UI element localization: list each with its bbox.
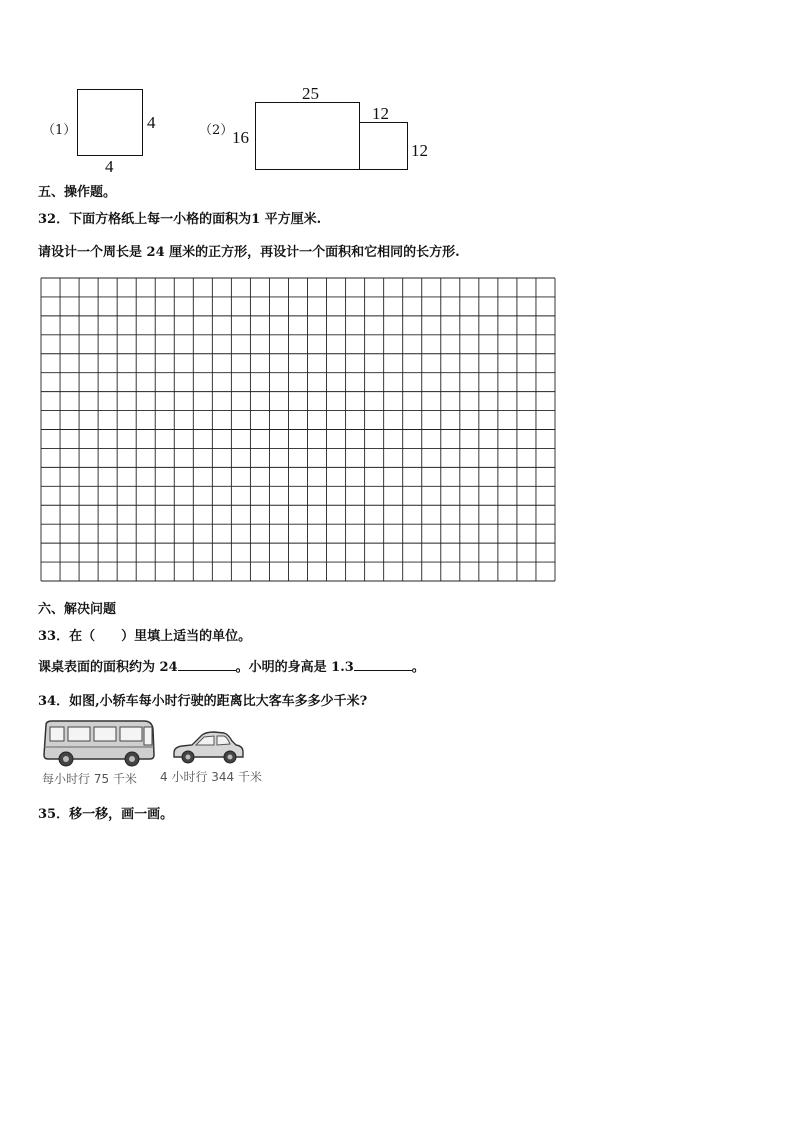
q33-text-1: 课桌表面的面积约为 24 xyxy=(38,660,178,675)
car-icon xyxy=(170,727,246,767)
answer-blank-area-unit[interactable] xyxy=(178,658,236,671)
question-35: 35．移一移，画一画。 xyxy=(38,807,174,822)
big-rectangle-shape xyxy=(255,102,360,170)
small-square-top: 12 xyxy=(372,104,389,123)
question-32: 32．下面方格纸上每一小格的面积为1 平方厘米. xyxy=(38,212,322,227)
figure-2-label: （2） xyxy=(199,123,234,138)
question-33-fill-line xyxy=(38,656,425,675)
square-shape xyxy=(77,89,143,156)
bus-caption: 每小时行 75 千米 xyxy=(42,772,137,786)
q33-text-2: 。小明的身高是 1.3 xyxy=(235,660,354,675)
question-33: 33．在（ ）里填上适当的单位。 xyxy=(38,629,252,644)
bus-icon xyxy=(40,717,156,769)
grid-paper[interactable] xyxy=(40,277,556,582)
answer-blank-height-unit[interactable] xyxy=(354,658,412,671)
figure-1-label: （1） xyxy=(42,123,77,138)
small-square-shape xyxy=(359,122,408,170)
section-5-heading: 五、操作题。 xyxy=(38,185,117,200)
big-rectangle-top: 25 xyxy=(302,84,319,103)
small-square-right: 12 xyxy=(411,141,428,160)
question-34: 34．如图,小轿车每小时行驶的距离比大客车多多少千米? xyxy=(38,694,368,709)
section-6-heading: 六、解决问题 xyxy=(38,602,117,617)
big-rectangle-left: 16 xyxy=(232,128,249,147)
square-side-bottom: 4 xyxy=(105,157,114,176)
square-side-right: 4 xyxy=(147,113,156,132)
car-caption: 4 小时行 344 千米 xyxy=(160,770,262,784)
question-32-instruction: 请设计一个周长是 24 厘米的正方形，再设计一个面积和它相同的长方形. xyxy=(38,245,460,260)
q33-text-3: 。 xyxy=(411,660,425,675)
